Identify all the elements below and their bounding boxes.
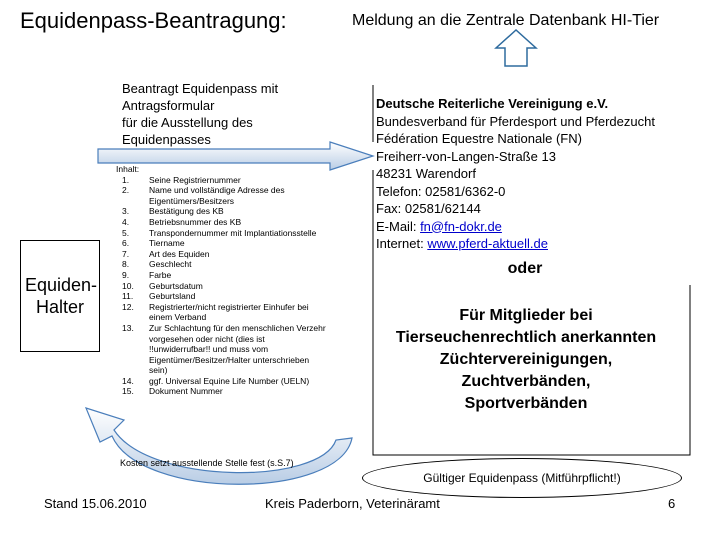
contents-item-number: 3.	[122, 206, 130, 217]
contents-item-text: Tiername	[149, 238, 185, 249]
contents-item-number: 5.	[122, 227, 130, 238]
request-description	[122, 80, 342, 148]
fn-fax: Fax: 02581/62144	[376, 201, 481, 216]
up-arrow-icon	[496, 30, 536, 66]
member-line: Züchtervereinigungen,	[439, 351, 613, 368]
request-line: Antragsformular	[122, 98, 215, 113]
fn-email-label: E-Mail:	[376, 218, 421, 234]
fn-web-link[interactable]: www.pferd-aktuell.de	[427, 236, 548, 251]
contents-item-number: 13.	[122, 322, 134, 333]
contents-item-text: Bestätigung des KB	[149, 206, 224, 217]
contents-item-number: 8.	[122, 259, 130, 270]
contents-item-number: 11.	[122, 291, 134, 302]
contents-item	[116, 238, 366, 249]
fn-phone: Telefon: 02581/6362-0	[376, 183, 506, 199]
contents-item	[116, 323, 366, 376]
contents-item	[116, 376, 366, 387]
contents-item	[116, 281, 366, 292]
contents-item-number: 15.	[122, 386, 134, 397]
footer-office: Kreis Paderborn, Veterinäramt	[265, 496, 440, 511]
contents-item	[116, 228, 366, 239]
passport-label: Gültiger Equidenpass (Mitführpflicht!)	[423, 471, 621, 485]
contents-item-text: Geburtsdatum	[149, 280, 203, 291]
contents-item	[116, 259, 366, 270]
request-line: Equidenpasses	[122, 132, 211, 147]
contents-item-text: Betriebsnummer des KB	[149, 216, 242, 227]
member-description	[372, 305, 680, 415]
contents-item-text: Farbe	[149, 269, 172, 280]
request-line: Beantragt Equidenpass mit	[122, 81, 279, 96]
fn-email-link[interactable]: fn@fn-dokr.de	[420, 218, 502, 234]
contents-item-number: 7.	[122, 248, 130, 259]
fn-line: Bundesverband für Pferdesport und Pferdezucht	[376, 113, 655, 129]
member-line: Tierseuchenrechtlich anerkannten	[395, 329, 657, 346]
contents-item	[116, 175, 366, 186]
contents-item-number: 4.	[122, 216, 130, 227]
contents-item	[116, 291, 366, 302]
fn-street: Freiherr-von-Langen-Straße 13	[376, 148, 556, 164]
fn-web-row	[376, 235, 655, 253]
contents-item-text: Geschlecht	[149, 259, 192, 270]
contents-item-text: Dokument Nummer	[149, 386, 223, 397]
owner-label-line1: Equiden-	[25, 275, 98, 295]
member-line: Für Mitglieder bei	[459, 307, 593, 324]
member-line: Zuchtverbänden,	[461, 373, 591, 390]
contents-item-text: ggf. Universal Equine Life Number (UELN)	[149, 375, 310, 386]
contents-item-text: Transpondernummer mit Implantiationsstelle	[149, 227, 317, 238]
contents-item-number: 10.	[122, 280, 134, 291]
passport-ellipse	[362, 458, 682, 498]
owner-label-line2: Halter	[35, 297, 84, 317]
contents-item	[116, 386, 366, 397]
contents-item-text: Zur Schlachtung für den menschlichen Verzehr vorgesehen oder nicht (dies ist !!unwiderrufbar!! und muss vom Eigentümer/Besitzer/Halter unterschrieben sein)	[149, 322, 326, 376]
footer-date: Stand 15.06.2010	[44, 496, 147, 511]
fn-city: 48231 Warendorf	[376, 166, 476, 181]
contents-heading: Inhalt:	[116, 164, 140, 174]
contents-item-text: Registrierter/nicht registrierter Einhufer bei einem Verband	[149, 301, 309, 323]
fn-address-block	[376, 95, 655, 253]
contents-item	[116, 249, 366, 260]
oder-label: oder	[507, 260, 543, 277]
contents-item-text: Geburtsland	[149, 291, 196, 302]
fn-line: Fédération Equestre Nationale (FN)	[376, 131, 582, 146]
fn-web-label: Internet:	[376, 236, 428, 251]
contents-item	[116, 302, 366, 323]
contents-item-text: Name und vollständige Adresse des Eigentümers/Besitzers	[149, 185, 285, 206]
contents-item-number: 6.	[122, 238, 130, 249]
cost-note: Kosten setzt ausstellende Stelle fest (s.S.7)	[120, 458, 294, 468]
member-line: Sportverbänden	[464, 395, 588, 412]
page-number: 6	[668, 496, 676, 511]
contents-item-number: 1.	[122, 174, 130, 185]
contents-item-number: 9.	[122, 269, 130, 280]
contents-list	[116, 164, 366, 397]
request-line: für die Ausstellung des	[122, 115, 253, 130]
page-title: Equidenpass-Beantragung:	[20, 8, 287, 33]
contents-item	[116, 185, 366, 206]
contents-item-text: Art des Equiden	[149, 248, 210, 259]
contents-item-number: 14.	[122, 375, 134, 386]
contents-item	[116, 206, 366, 217]
owner-label	[25, 274, 98, 318]
contents-item	[116, 217, 366, 228]
contents-item-number: 2.	[122, 185, 130, 196]
fn-email-row	[376, 218, 655, 236]
return-arrow-icon	[86, 408, 352, 484]
fn-org-name: Deutsche Reiterliche Vereinigung e.V.	[376, 96, 609, 111]
database-report-heading: Meldung an die Zentrale Datenbank HI-Tier	[352, 12, 660, 29]
contents-item-text: Seine Registriernummer	[149, 174, 241, 185]
contents-item-number: 12.	[122, 301, 134, 312]
contents-item	[116, 270, 366, 281]
owner-box	[20, 240, 100, 352]
